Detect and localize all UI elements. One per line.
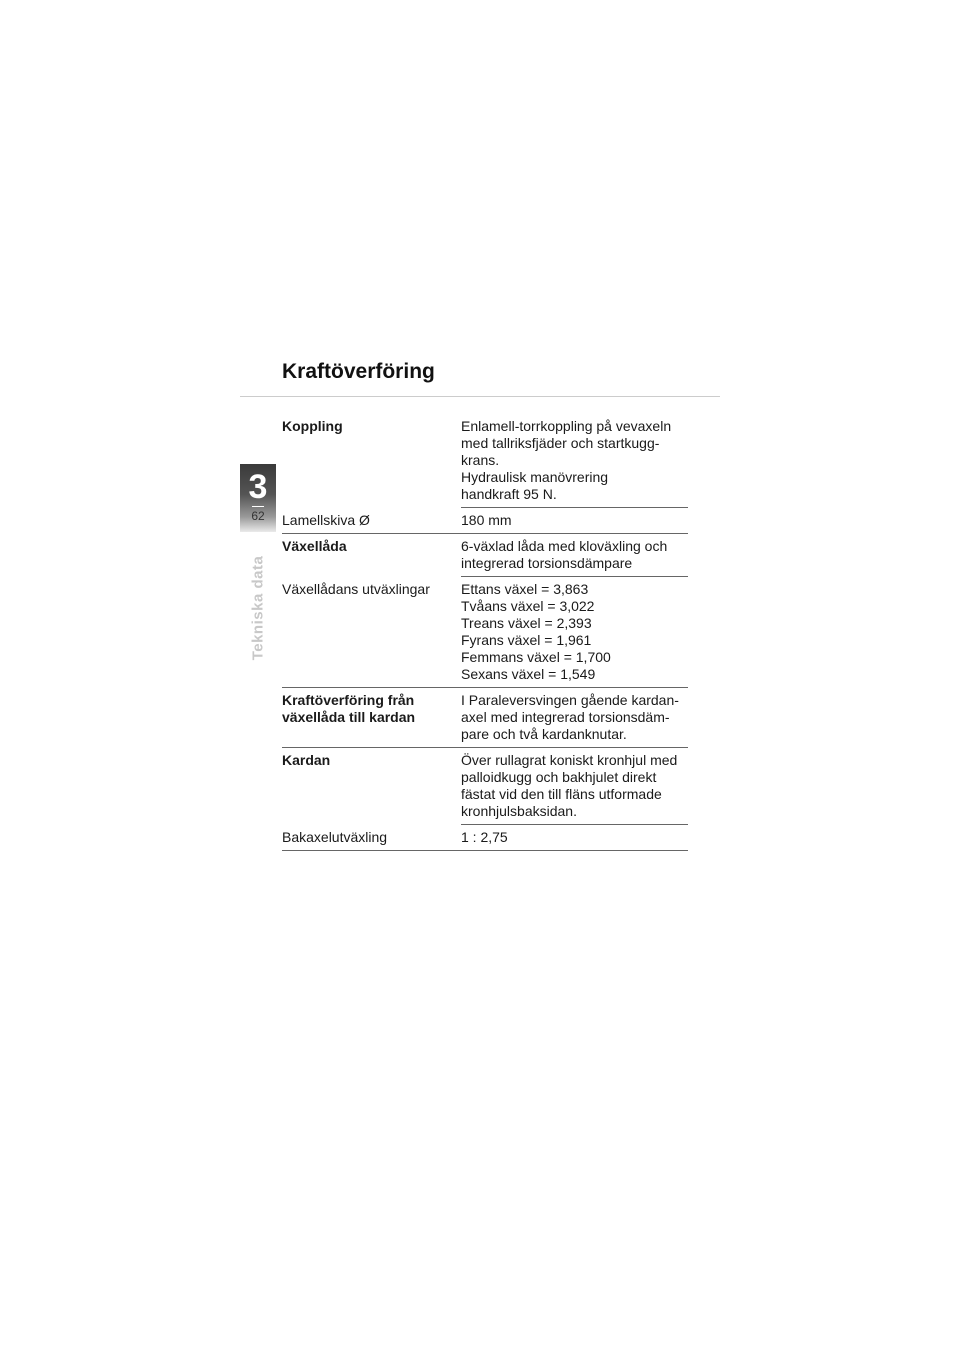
page-number: 62 — [251, 509, 265, 523]
section-label: Tekniska data — [249, 555, 267, 661]
spec-table — [282, 417, 688, 851]
spec-value: Ettans växel = 3,863 Tvåans växel = 3,022 Treans växel = 2,393 Fyrans växel = 1,961 Femmans växel = 1,700 Sexans växel = 1,549 — [461, 581, 611, 682]
spec-row-bakaxelutvaxling — [282, 825, 688, 851]
spec-row-kraftoverforing — [282, 688, 688, 748]
spec-row-utvaxlingar — [282, 577, 688, 688]
spec-label: Lamellskiva Ø — [282, 512, 370, 528]
title-divider — [240, 396, 720, 397]
spec-value: Enlamell-torrkoppling på vevaxeln med tallriksfjäder och startkugg- krans. Hydraulisk manövrering handkraft 95 N. — [461, 417, 688, 508]
spec-value: I Paraleversvingen gående kardan- axel med integrerad torsionsdäm- pare och två kardanknutar. — [461, 692, 679, 742]
page-title: Kraftöverföring — [282, 360, 435, 383]
chapter-number: 3 — [248, 468, 268, 506]
spec-value: 180 mm — [461, 512, 512, 528]
spec-value: 1 : 2,75 — [461, 829, 508, 845]
chapter-tab — [240, 464, 276, 532]
spec-row-vaxellada — [282, 534, 688, 577]
spec-row-kardan — [282, 748, 688, 825]
spec-row-koppling — [282, 417, 688, 508]
chapter-divider — [252, 506, 264, 507]
spec-value: Över rullagrat koniskt kronhjul med palloidkugg och bakhjulet direkt fästat vid den till fläns utformade kronhjulsbaksidan. — [461, 748, 688, 825]
spec-label: Kraftöverföring från växellåda till kardan — [282, 692, 416, 725]
spec-value: 6-växlad låda med kloväxling och integrerad torsionsdämpare — [461, 534, 688, 577]
spec-row-lamellskiva — [282, 508, 688, 534]
spec-label: Bakaxelutväxling — [282, 829, 388, 845]
spec-label: Växellåda — [282, 538, 347, 554]
spec-label: Växellådans utväxlingar — [282, 581, 430, 597]
spec-label: Koppling — [282, 418, 343, 434]
spec-label: Kardan — [282, 752, 331, 768]
